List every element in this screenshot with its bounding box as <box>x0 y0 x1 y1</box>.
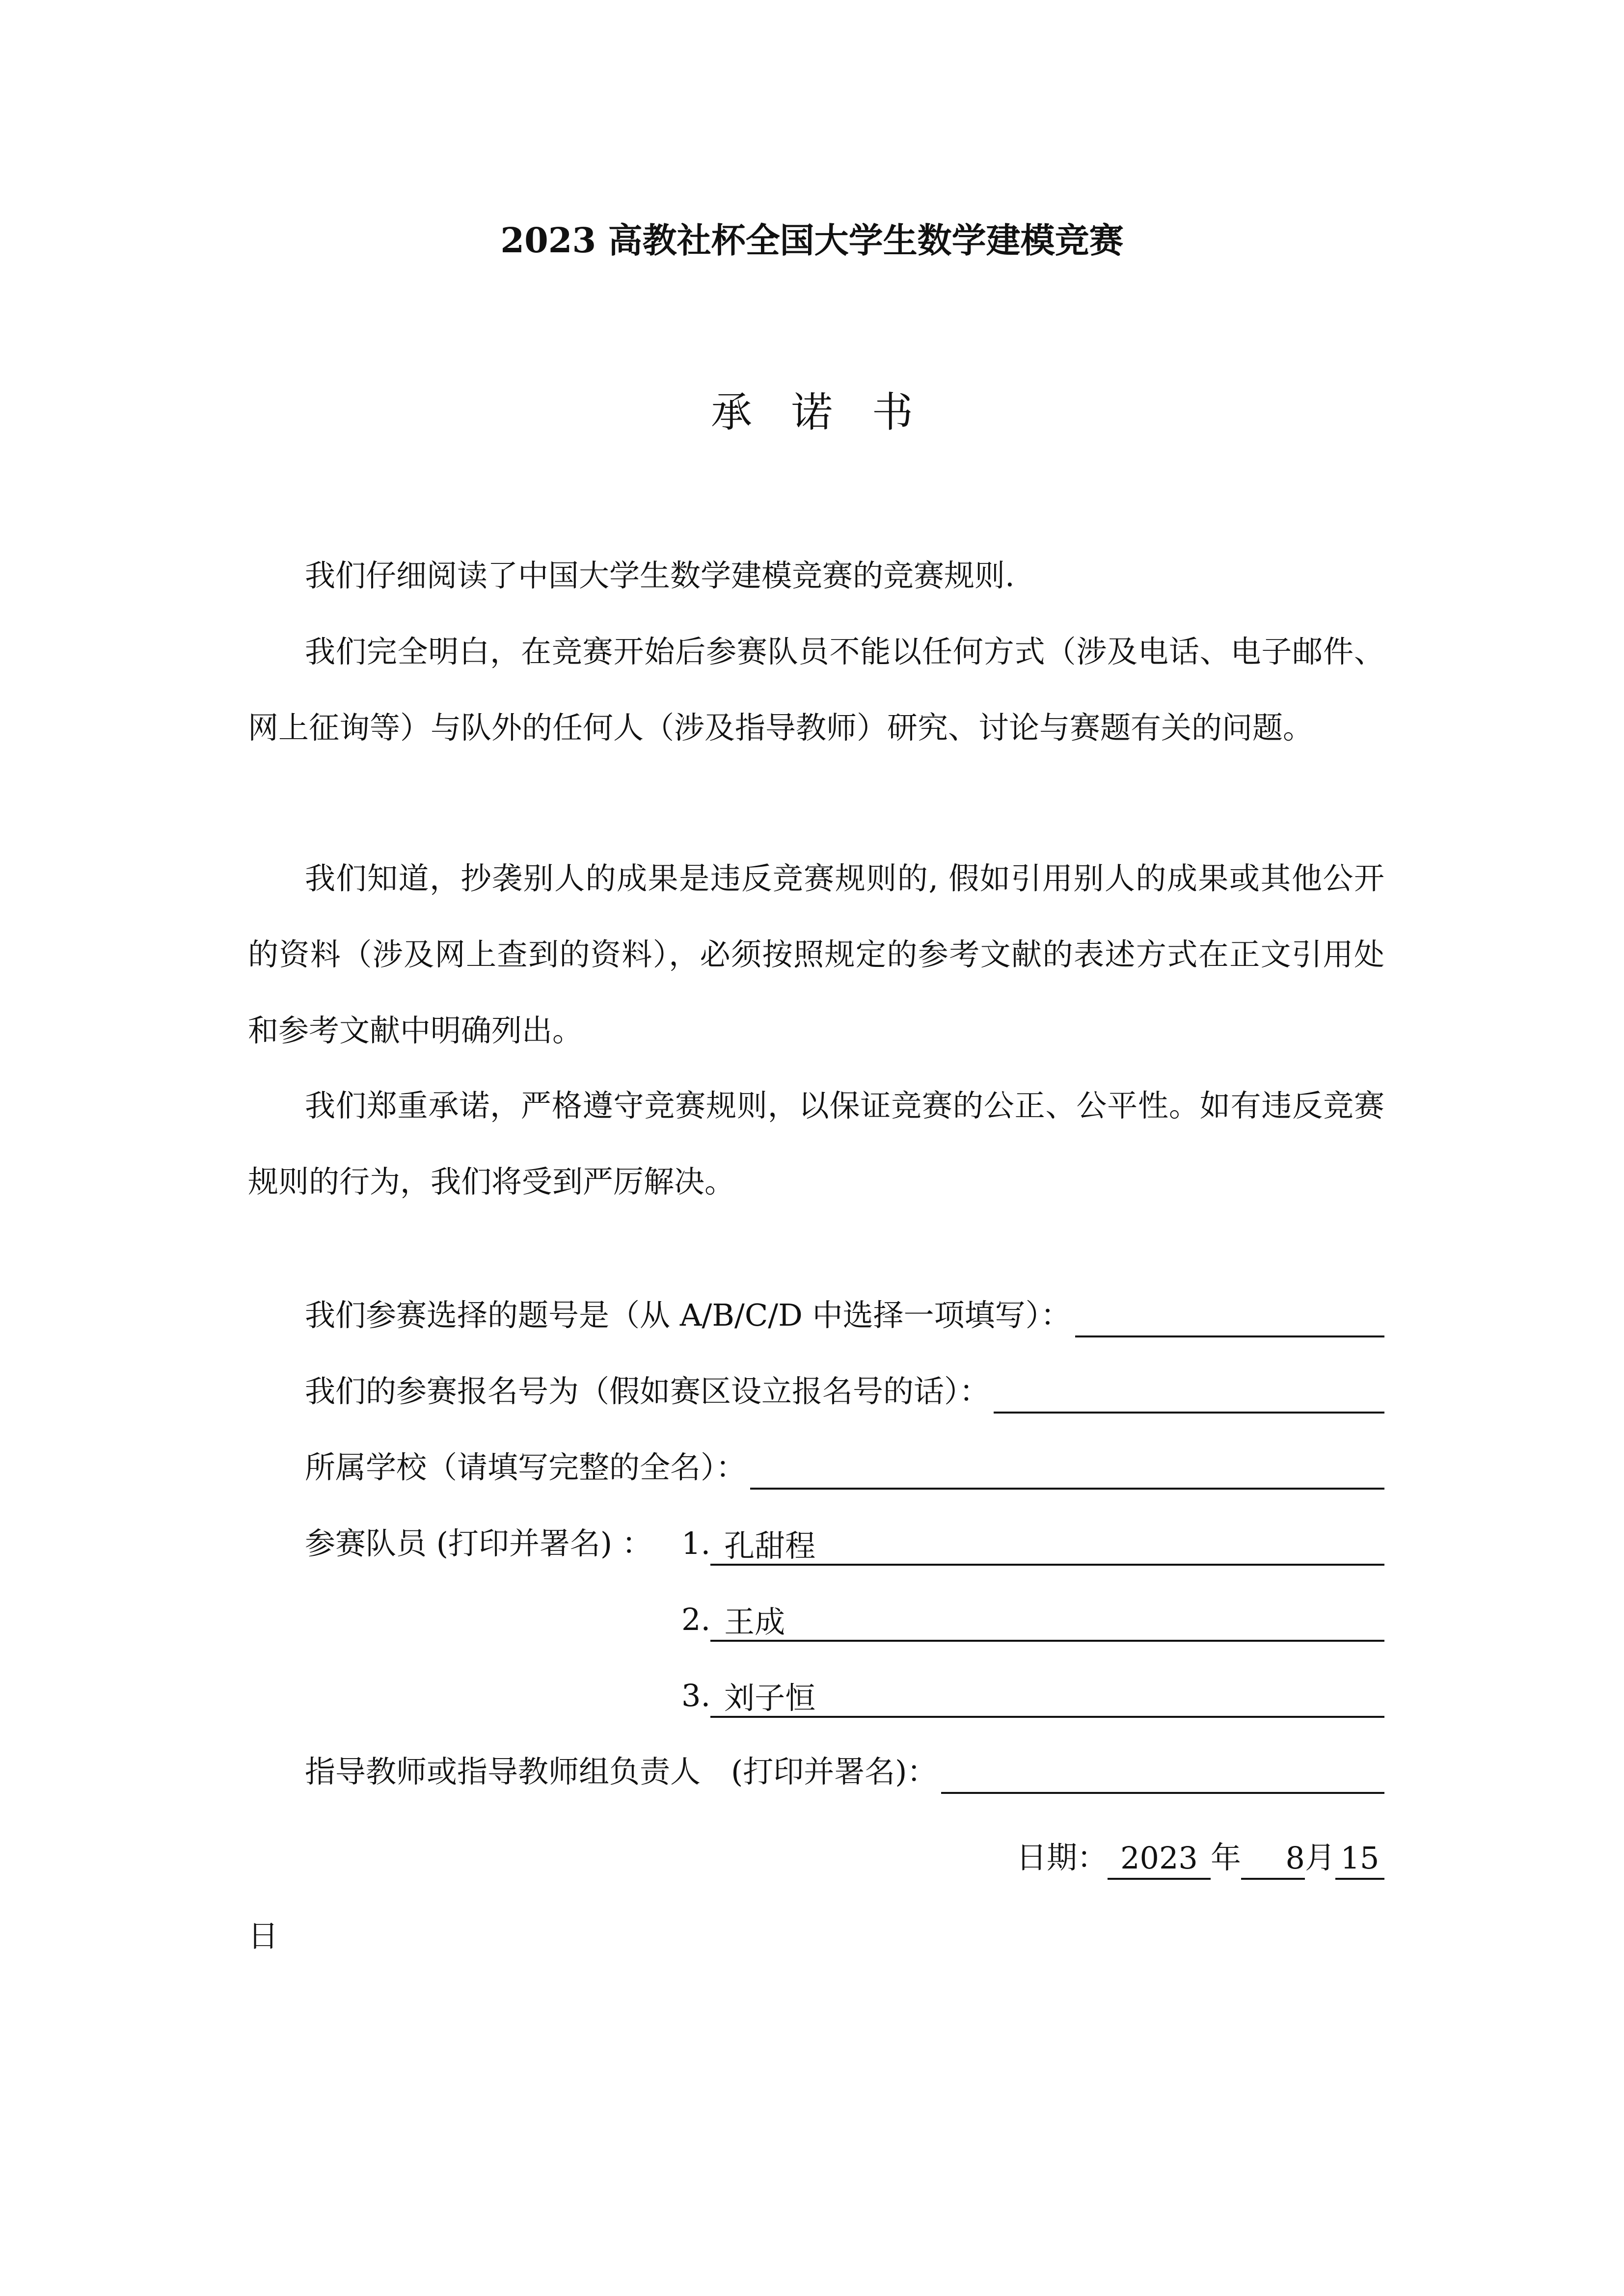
problem-choice-field[interactable] <box>1075 1298 1384 1337</box>
school-row <box>305 1445 1384 1490</box>
member-number: 1. <box>681 1525 711 1561</box>
paragraph-no-contact: 我们完全明白，在竞赛开始后参赛队员不能以任何方式（涉及电话、电子邮件、网上征询等）与队外的任何人（涉及指导教师）研究、讨论与赛题有关的问题。 <box>248 634 1384 746</box>
advisor-field[interactable] <box>941 1755 1384 1794</box>
date-label: 日期： <box>1016 1840 1108 1875</box>
date-month-unit: 月 <box>1304 1840 1335 1875</box>
member-number: 2. <box>681 1602 711 1637</box>
document-title: 承诺书 <box>710 388 952 436</box>
member-name-field[interactable]: 刘子恒 <box>710 1679 1384 1718</box>
registration-number-row <box>305 1369 1384 1414</box>
date-row <box>1016 1836 1384 1880</box>
advisor-row <box>305 1750 1384 1794</box>
paragraph-plagiarism: 我们知道，抄袭别人的成果是违反竞赛规则的, 假如引用别人的成果或其他公开的资料（涉及网上查到的资料），必须按照规定的参考文献的表述方式在正文引用处和参考文献中明确列出。 <box>248 860 1384 1048</box>
date-year-field[interactable]: 2023 <box>1108 1839 1211 1880</box>
paragraph-rules-read: 我们仔细阅读了中国大学生数学建模竞赛的竞赛规则. <box>305 558 1015 593</box>
date-year-unit: 年 <box>1210 1840 1241 1875</box>
member-name-field[interactable]: 孔甜程 <box>710 1526 1384 1566</box>
member-name-field[interactable]: 王成 <box>710 1602 1384 1642</box>
registration-number-field[interactable] <box>994 1374 1384 1414</box>
date-month-field[interactable]: 8 <box>1241 1839 1305 1880</box>
advisor-label: 指导教师或指导教师组负责人 (打印并署名)： <box>305 1754 938 1789</box>
school-field[interactable] <box>750 1450 1384 1490</box>
member-number: 3. <box>681 1678 711 1713</box>
member-row-3 <box>681 1674 1384 1718</box>
date-day-unit: 日 <box>248 1918 279 1954</box>
date-day-field[interactable]: 15 <box>1335 1839 1384 1880</box>
member-row-2 <box>681 1598 1384 1642</box>
contest-title: 2023 高教社杯全国大学生数学建模竞赛 <box>500 220 1124 261</box>
registration-number-label: 我们的参赛报名号为（假如赛区设立报名号的话）： <box>305 1373 990 1409</box>
members-label: 参赛队员 (打印并署名) ： <box>305 1525 652 1561</box>
problem-choice-label: 我们参赛选择的题号是（从 A/B/C/D 中选择一项填写）： <box>305 1297 1071 1333</box>
school-label: 所属学校（请填写完整的全名）： <box>305 1449 747 1485</box>
members-label-row <box>305 1522 688 1566</box>
problem-choice-row <box>305 1293 1384 1337</box>
member-row-1 <box>681 1522 1384 1566</box>
paragraph-pledge: 我们郑重承诺，严格遵守竞赛规则，以保证竞赛的公正、公平性。如有违反竞赛规则的行为，我们将受到严厉解决。 <box>248 1088 1384 1200</box>
